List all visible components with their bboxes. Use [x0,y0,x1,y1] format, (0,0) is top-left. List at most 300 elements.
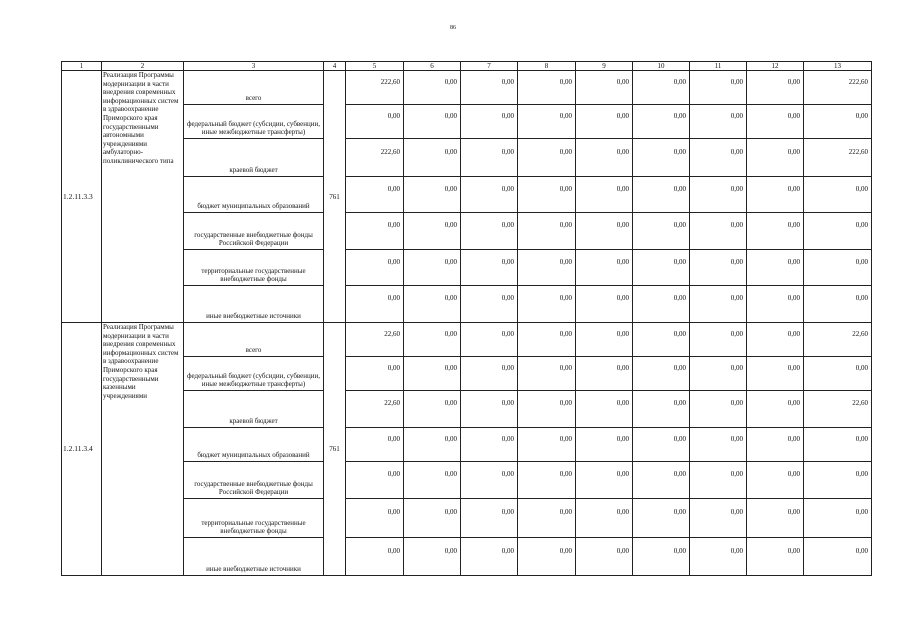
value-cell [576,139,633,177]
value-text: 0,00 [616,329,629,338]
funding-source: иные внебюджетные источники [184,286,324,323]
value-cell [747,71,804,105]
value-cell [518,139,576,177]
value-cell [690,250,747,286]
value-cell [518,462,576,499]
value-text: 0,00 [730,221,743,229]
value-cell [633,462,690,499]
value-text: 0,00 [501,221,514,229]
value-cell [633,428,690,462]
value-text: 0,00 [444,77,457,86]
value-cell [690,462,747,499]
funding-source: всего [184,323,324,357]
value-cell [747,250,804,286]
funding-source: федеральный бюджет (субсидии, субвенции, иные межбюджетные трансферты) [184,357,324,391]
value-cell [690,391,747,428]
value-text: 0,00 [501,329,514,338]
value-cell [518,323,576,357]
value-cell [461,213,518,250]
funding-source: территориальные государственные внебюджетные фонды [184,250,324,286]
table-row [62,286,872,323]
value-cell [690,71,747,105]
value-cell [804,538,872,576]
value-text: 0,00 [444,329,457,338]
row-code: 1.2.11.3.3 [62,71,102,323]
value-cell [346,105,404,139]
header-cell: 11 [690,62,747,71]
value-text: 0,00 [559,470,572,478]
funding-source: федеральный бюджет (субсидии, субвенции, иные межбюджетные трансферты) [184,105,324,139]
value-text: 0,00 [444,399,457,407]
value-cell [518,357,576,391]
value-cell [346,462,404,499]
header-row [62,62,872,71]
table-row [62,71,872,105]
value-text: 0,00 [444,363,457,372]
value-text: 0,00 [444,147,457,156]
value-cell [576,428,633,462]
value-cell [461,499,518,538]
value-text: 0,00 [673,147,686,156]
value-text: 0,00 [673,329,686,338]
value-text: 0,00 [559,434,572,443]
value-cell [461,391,518,428]
value-cell [346,250,404,286]
value-cell [346,71,404,105]
value-text: 0,00 [444,508,457,516]
funding-source: всего [184,71,324,105]
table-row [62,499,872,538]
value-cell [633,499,690,538]
value-text: 0,00 [787,434,800,443]
value-text: 0,00 [730,470,743,478]
value-cell [633,71,690,105]
value-cell [576,71,633,105]
value-text: 0,00 [387,470,400,478]
header-cell: 3 [184,62,324,71]
value-cell [576,499,633,538]
value-cell [461,538,518,576]
value-text: 0,00 [387,434,400,443]
value-text: 0,00 [559,184,572,193]
value-cell [461,71,518,105]
value-cell [633,105,690,139]
value-text: 0,00 [787,147,800,156]
value-text: 0,00 [616,221,629,229]
value-text: 0,00 [616,147,629,156]
value-cell [518,213,576,250]
value-cell [576,250,633,286]
value-cell [690,177,747,213]
value-cell [804,357,872,391]
value-cell [804,71,872,105]
value-text: 0,00 [730,111,743,120]
value-cell [747,213,804,250]
table-row [62,177,872,213]
value-cell [804,462,872,499]
ministry-code: 761 [324,323,346,576]
value-text: 0,00 [616,399,629,407]
value-cell [461,428,518,462]
value-text: 0,00 [559,508,572,516]
funding-source: иные внебюджетные источники [184,538,324,576]
value-cell [576,538,633,576]
value-text: 0,00 [787,363,800,372]
value-text: 0,00 [673,363,686,372]
value-text: 0,00 [673,294,686,302]
table-row [62,462,872,499]
value-cell [404,105,461,139]
value-text: 222,60 [848,147,868,156]
header-cell: 4 [324,62,346,71]
value-cell [346,357,404,391]
value-cell [404,286,461,323]
table-row [62,538,872,576]
value-cell [518,286,576,323]
funding-source: территориальные государственные внебюджетные фонды [184,499,324,538]
funding-source: краевой бюджет [184,139,324,177]
value-text: 22,60 [852,329,868,338]
value-text: 0,00 [616,294,629,302]
funding-source: краевой бюджет [184,391,324,428]
value-text: 0,00 [787,77,800,86]
value-cell [633,213,690,250]
header-cell: 5 [346,62,404,71]
value-cell [804,213,872,250]
value-text: 0,00 [559,77,572,86]
value-cell [804,177,872,213]
value-text: 0,00 [616,363,629,372]
header-cell: 2 [102,62,184,71]
value-cell [576,177,633,213]
value-text: 0,00 [501,184,514,193]
value-text: 0,00 [501,546,514,555]
value-cell [690,428,747,462]
header-cell: 8 [518,62,576,71]
value-cell [461,286,518,323]
value-cell [346,538,404,576]
row-description: Реализация Программы модернизации в части внедрения современных информационных систем в здравоохранение Приморского края государственными автономными учреждениями амбулаторно-поликлинического типа [102,71,184,323]
value-cell [346,139,404,177]
value-text: 0,00 [787,508,800,516]
value-text: 0,00 [444,546,457,555]
value-text: 0,00 [501,111,514,120]
value-cell [461,177,518,213]
funding-source: бюджет муниципальных образований [184,428,324,462]
value-text: 0,00 [730,184,743,193]
value-text: 0,00 [501,294,514,302]
value-text: 0,00 [559,329,572,338]
value-cell [690,538,747,576]
table-row [62,213,872,250]
table-row [62,391,872,428]
value-text: 0,00 [730,363,743,372]
row-code: 1.2.11.3.4 [62,323,102,576]
value-text: 0,00 [673,399,686,407]
page-number: 86 [450,25,456,31]
value-cell [747,391,804,428]
value-text: 0,00 [444,434,457,443]
value-text: 0,00 [673,221,686,229]
value-cell [518,105,576,139]
value-text: 0,00 [501,470,514,478]
table-row [62,250,872,286]
value-text: 0,00 [787,257,800,266]
value-cell [804,499,872,538]
value-cell [747,499,804,538]
value-text: 0,00 [730,77,743,86]
value-cell [576,213,633,250]
value-text: 0,00 [730,399,743,407]
value-cell [633,139,690,177]
value-cell [518,250,576,286]
value-cell [461,250,518,286]
value-cell [518,71,576,105]
value-text: 0,00 [673,77,686,86]
value-cell [747,357,804,391]
value-text: 0,00 [616,434,629,443]
value-cell [690,357,747,391]
value-cell [576,105,633,139]
value-cell [404,213,461,250]
value-text: 0,00 [387,257,400,266]
value-cell [690,139,747,177]
value-cell [404,139,461,177]
value-cell [633,177,690,213]
value-text: 0,00 [501,147,514,156]
value-text: 0,00 [559,147,572,156]
table-row [62,139,872,177]
value-cell [576,391,633,428]
value-text: 0,00 [444,221,457,229]
header-cell: 1 [62,62,102,71]
value-text: 0,00 [559,221,572,229]
value-text: 0,00 [855,111,868,120]
value-text: 0,00 [855,363,868,372]
value-text: 0,00 [730,329,743,338]
value-text: 0,00 [855,184,868,193]
value-text: 0,00 [616,508,629,516]
value-cell [804,286,872,323]
value-text: 0,00 [616,184,629,193]
value-text: 0,00 [673,508,686,516]
value-cell [747,286,804,323]
value-text: 0,00 [444,294,457,302]
value-cell [346,213,404,250]
value-text: 0,00 [673,184,686,193]
value-text: 0,00 [616,111,629,120]
value-cell [747,105,804,139]
value-text: 0,00 [855,434,868,443]
value-text: 0,00 [387,184,400,193]
value-text: 0,00 [673,470,686,478]
value-cell [747,177,804,213]
header-cell: 10 [633,62,690,71]
value-text: 222,60 [380,147,400,156]
value-cell [518,538,576,576]
value-cell [346,499,404,538]
value-text: 0,00 [787,294,800,302]
value-text: 22,60 [852,399,868,407]
value-text: 0,00 [730,546,743,555]
value-text: 0,00 [444,257,457,266]
value-text: 0,00 [855,257,868,266]
ministry-code: 761 [324,71,346,323]
value-text: 0,00 [559,546,572,555]
value-text: 0,00 [387,508,400,516]
value-text: 0,00 [787,184,800,193]
value-text: 0,00 [787,329,800,338]
value-cell [804,323,872,357]
value-text: 0,00 [559,257,572,266]
value-cell [747,428,804,462]
value-cell [346,177,404,213]
value-text: 0,00 [787,111,800,120]
value-text: 222,60 [380,77,400,86]
value-text: 0,00 [730,434,743,443]
value-text: 0,00 [673,257,686,266]
value-text: 0,00 [673,111,686,120]
value-text: 22,60 [384,329,400,338]
value-cell [404,428,461,462]
header-cell: 6 [404,62,461,71]
table-row [62,323,872,357]
value-cell [576,323,633,357]
value-cell [404,357,461,391]
value-text: 0,00 [787,399,800,407]
value-text: 0,00 [855,294,868,302]
value-cell [690,213,747,250]
header-cell: 7 [461,62,518,71]
value-text: 0,00 [855,470,868,478]
table-row [62,105,872,139]
value-cell [461,105,518,139]
table-row [62,428,872,462]
value-cell [804,391,872,428]
value-text: 0,00 [387,294,400,302]
row-description: Реализация Программы модернизации в части внедрения современных информационных систем в здравоохранение Приморского края государственными казенными учреждениями [102,323,184,576]
value-cell [404,499,461,538]
value-cell [404,462,461,499]
value-text: 0,00 [730,294,743,302]
value-text: 0,00 [444,470,457,478]
value-text: 0,00 [501,434,514,443]
value-cell [346,323,404,357]
header-cell: 13 [804,62,872,71]
table-body [62,71,872,576]
value-cell [633,286,690,323]
value-cell [518,428,576,462]
value-text: 0,00 [730,508,743,516]
value-text: 0,00 [787,221,800,229]
funding-source: государственные внебюджетные фонды Российской Федерации [184,462,324,499]
value-cell [461,462,518,499]
value-text: 0,00 [559,294,572,302]
value-cell [747,323,804,357]
funding-source: бюджет муниципальных образований [184,177,324,213]
value-text: 0,00 [673,546,686,555]
value-cell [518,499,576,538]
value-cell [747,139,804,177]
value-text: 0,00 [616,546,629,555]
value-cell [633,323,690,357]
value-cell [633,250,690,286]
value-cell [576,357,633,391]
value-text: 0,00 [387,111,400,120]
value-cell [461,323,518,357]
value-text: 0,00 [387,363,400,372]
header-cell: 9 [576,62,633,71]
value-cell [576,462,633,499]
value-text: 0,00 [501,363,514,372]
value-text: 0,00 [730,147,743,156]
value-cell [404,177,461,213]
value-cell [804,139,872,177]
value-text: 0,00 [559,111,572,120]
value-text: 0,00 [616,470,629,478]
value-text: 0,00 [559,363,572,372]
table-row [62,357,872,391]
value-text: 0,00 [787,470,800,478]
value-text: 0,00 [730,257,743,266]
value-cell [690,286,747,323]
value-cell [518,177,576,213]
value-cell [404,323,461,357]
value-cell [690,499,747,538]
value-cell [804,105,872,139]
value-cell [404,71,461,105]
value-text: 0,00 [501,257,514,266]
value-cell [346,286,404,323]
value-cell [690,323,747,357]
value-cell [633,391,690,428]
value-text: 0,00 [501,508,514,516]
value-cell [804,428,872,462]
funding-source: государственные внебюджетные фонды Российской Федерации [184,213,324,250]
value-cell [346,428,404,462]
budget-table [61,61,872,576]
value-cell [404,391,461,428]
value-text: 0,00 [855,508,868,516]
value-text: 0,00 [387,546,400,555]
value-cell [690,105,747,139]
value-text: 0,00 [673,434,686,443]
value-text: 0,00 [501,77,514,86]
value-text: 0,00 [616,77,629,86]
header-cell: 12 [747,62,804,71]
value-text: 0,00 [444,111,457,120]
value-cell [633,357,690,391]
value-text: 0,00 [501,399,514,407]
value-text: 0,00 [787,546,800,555]
value-cell [346,391,404,428]
value-cell [747,462,804,499]
value-cell [576,286,633,323]
value-cell [461,357,518,391]
value-cell [747,538,804,576]
value-cell [404,250,461,286]
value-text: 0,00 [444,184,457,193]
value-text: 0,00 [855,546,868,555]
value-cell [633,538,690,576]
value-cell [804,250,872,286]
value-cell [404,538,461,576]
value-text: 22,60 [384,399,400,407]
value-cell [518,391,576,428]
value-text: 222,60 [848,77,868,86]
value-cell [461,139,518,177]
value-text: 0,00 [616,257,629,266]
